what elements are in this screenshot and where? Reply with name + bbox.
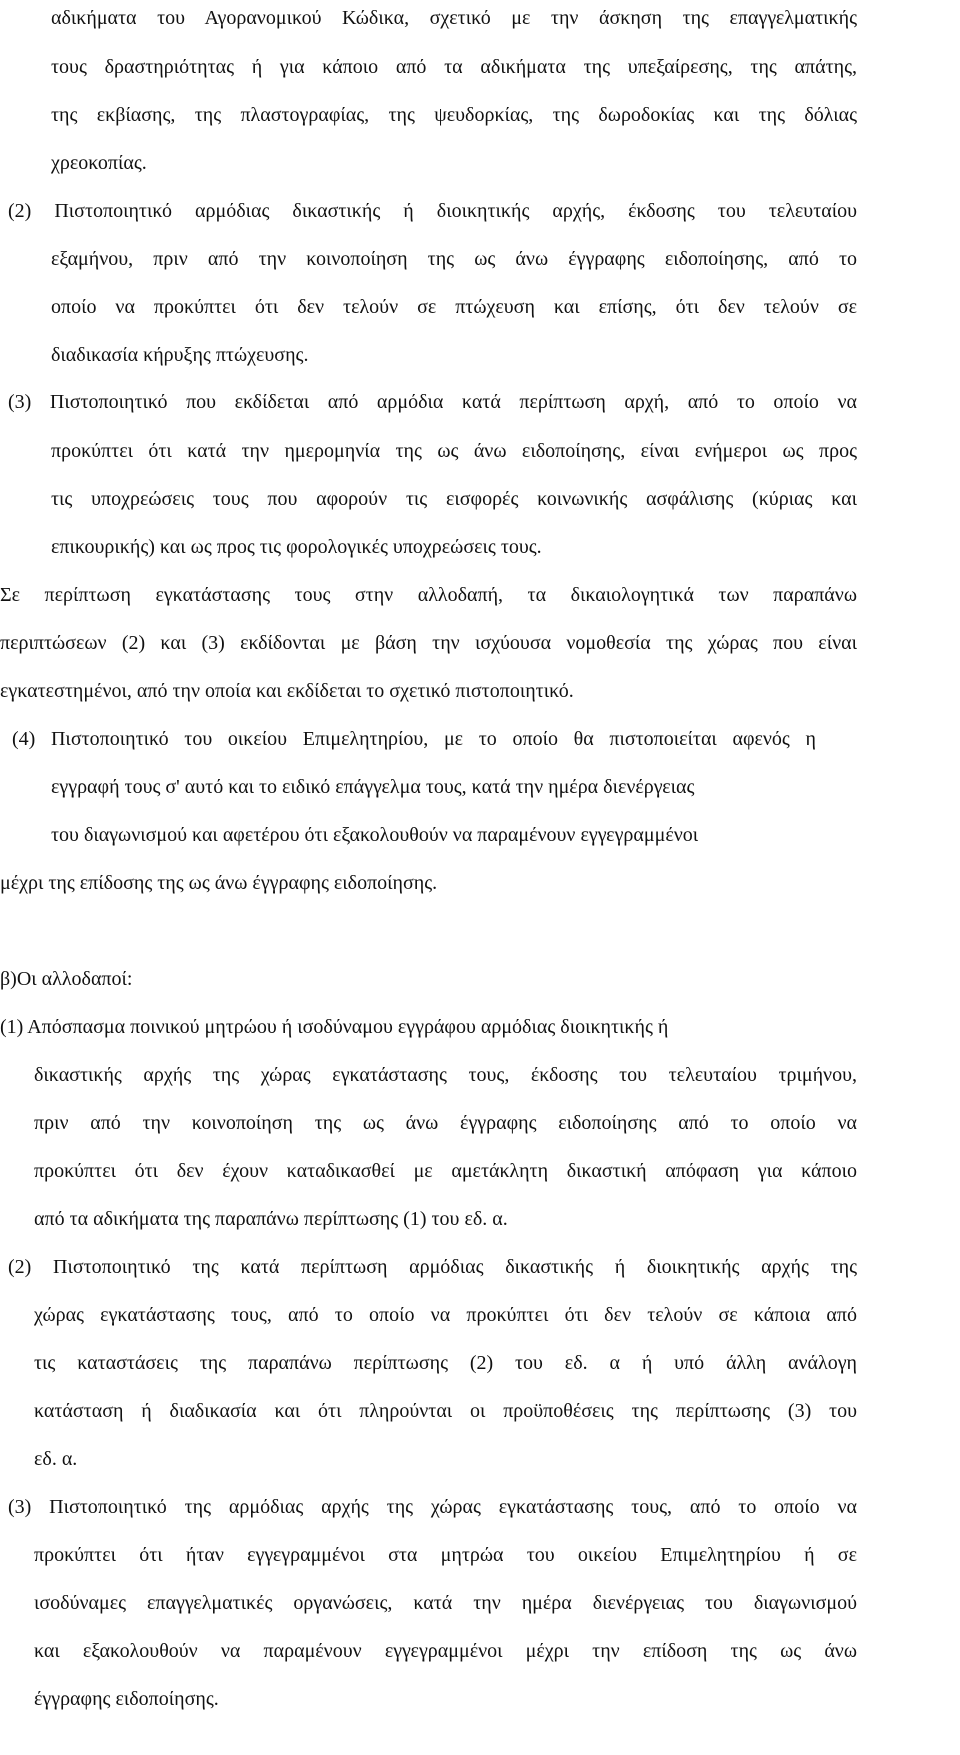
text-line: εγγραφή τους σ' αυτό και το ειδικό επάγγελμα τους, κατά την ημέρα διενέργειας — [51, 776, 695, 798]
text-line: εξαμήνου, πριν από την κοινοποίηση της ως άνω έγγραφης ειδοποίησης, από το — [51, 248, 857, 270]
text-line: προκύπτει ότι ήταν εγγεγραμμένοι στα μητρώα του οικείου Επιμελητηρίου ή σε — [34, 1544, 857, 1566]
text-line: προκύπτει ότι δεν έχουν καταδικασθεί με αμετάκλητη δικαστική απόφαση για κάποιο — [34, 1160, 857, 1182]
list-item-3-line: (3) Πιστοποιητικό που εκδίδεται από αρμόδια κατά περίπτωση αρχή, από το οποίο να — [8, 391, 857, 413]
text-line: τις υποχρεώσεις τους που αφορούν τις εισφορές κοινωνικής ασφάλισης (κύριας και — [51, 488, 857, 510]
text-line: αδικήματα του Αγορανομικού Κώδικα, σχετικό με την άσκηση της επαγγελματικής — [51, 7, 857, 29]
text-line: της εκβίασης, της πλαστογραφίας, της ψευδορκίας, της δωροδοκίας και της δόλιας — [51, 104, 857, 126]
list-item-1-line: (1) Απόσπασμα ποινικού μητρώου ή ισοδύναμου εγγράφου αρμόδιας διοικητικής ή — [0, 1016, 669, 1038]
text-line: εγκατεστημένοι, από την οποία και εκδίδεται το σχετικό πιστοποιητικό. — [0, 680, 574, 702]
text-line: μέχρι της επίδοσης της ως άνω έγγραφης ειδοποίησης. — [0, 872, 438, 894]
text-line: τις καταστάσεις της παραπάνω περίπτωσης (2) του εδ. α ή υπό άλλη ανάλογη — [34, 1352, 857, 1374]
text-line: χώρας εγκατάστασης τους, από το οποίο να προκύπτει ότι δεν τελούν σε κάποια από — [34, 1304, 857, 1326]
list-item-2-line: (2) Πιστοποιητικό αρμόδιας δικαστικής ή διοικητικής αρχής, έκδοσης του τελευταίου — [8, 200, 857, 222]
list-item-3-line: (3) Πιστοποιητικό της αρμόδιας αρχής της χώρας εγκατάστασης τους, από το οποίο να — [8, 1496, 857, 1518]
text-line: ισοδύναμες επαγγελματικές οργανώσεις, κατά την ημέρα διενέργειας του διαγωνισμού — [34, 1592, 857, 1614]
text-line: προκύπτει ότι κατά την ημερομηνία της ως άνω ειδοποίησης, είναι ενήμεροι ως προς — [51, 440, 857, 462]
text-line: πριν από την κοινοποίηση της ως άνω έγγραφης ειδοποίησης από το οποίο να — [34, 1112, 857, 1134]
text-line: επικουρικής) και ως προς τις φορολογικές υποχρεώσεις τους. — [51, 536, 542, 558]
list-item-4-line: (4) Πιστοποιητικό του οικείου Επιμελητηρίου, με το οποίο θα πιστοποιείται αφενός η — [12, 728, 816, 750]
text-line: Σε περίπτωση εγκατάστασης τους στην αλλοδαπή, τα δικαιολογητικά των παραπάνω — [0, 584, 857, 606]
text-line: περιπτώσεων (2) και (3) εκδίδονται με βάση την ισχύουσα νομοθεσία της χώρας που είναι — [0, 632, 857, 654]
list-item-2-line: (2) Πιστοποιητικό της κατά περίπτωση αρμόδιας δικαστικής ή διοικητικής αρχής της — [8, 1256, 857, 1278]
text-line: χρεοκοπίας. — [51, 152, 147, 174]
text-line: και εξακολουθούν να παραμένουν εγγεγραμμένοι μέχρι την επίδοση της ως άνω — [34, 1640, 857, 1662]
text-line: οποίο να προκύπτει ότι δεν τελούν σε πτώχευση και επίσης, ότι δεν τελούν σε — [51, 296, 857, 318]
text-line: δικαστικής αρχής της χώρας εγκατάστασης τους, έκδοσης του τελευταίου τριμήνου, — [34, 1064, 857, 1086]
text-line: έγγραφης ειδοποίησης. — [34, 1688, 219, 1710]
text-line: εδ. α. — [34, 1448, 78, 1470]
text-line: κατάσταση ή διαδικασία και ότι πληρούνται οι προϋποθέσεις της περίπτωσης (3) του — [34, 1400, 857, 1422]
section-heading: β)Οι αλλοδαποί: — [0, 968, 133, 990]
text-line: από τα αδικήματα της παραπάνω περίπτωσης (1) του εδ. α. — [34, 1208, 508, 1230]
text-line: του διαγωνισμού και αφετέρου ότι εξακολουθούν να παραμένουν εγγεγραμμένοι — [51, 824, 699, 846]
text-line: διαδικασία κήρυξης πτώχευσης. — [51, 344, 309, 366]
text-line: τους δραστηριότητας ή για κάποιο από τα αδικήματα της υπεξαίρεσης, της απάτης, — [51, 56, 857, 78]
